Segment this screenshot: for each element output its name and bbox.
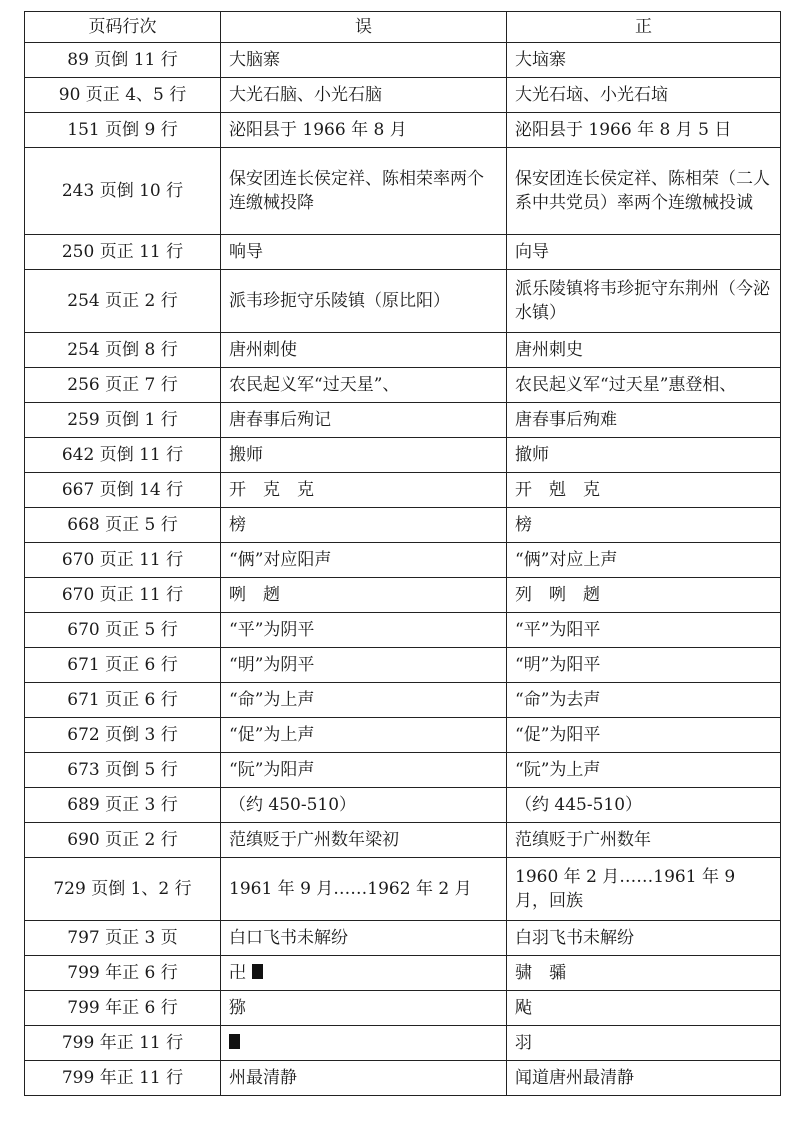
- cell-right: “命”为去声: [507, 683, 781, 718]
- table-row: [25, 368, 781, 403]
- cell-location: 670 页正 11 行: [25, 578, 221, 613]
- table-row: [25, 473, 781, 508]
- table-row: [25, 956, 781, 991]
- cell-right: 开 剋 克: [507, 473, 781, 508]
- table-row: [25, 648, 781, 683]
- cell-right: 保安团连长侯定祥、陈相荣（二人系中共党员）率两个连缴械投诚: [507, 148, 781, 235]
- cell-location: 668 页正 5 行: [25, 508, 221, 543]
- cell-right: “平”为阳平: [507, 613, 781, 648]
- table-row: [25, 788, 781, 823]
- table-row: [25, 991, 781, 1026]
- cell-location: 151 页倒 9 行: [25, 113, 221, 148]
- cell-location: 672 页倒 3 行: [25, 718, 221, 753]
- cell-wrong: 唐州刺使: [221, 333, 507, 368]
- cell-location: 670 页正 11 行: [25, 543, 221, 578]
- header-right: 正: [507, 12, 781, 43]
- cell-location: 799 年正 6 行: [25, 956, 221, 991]
- cell-wrong: 白口飞书未解纷: [221, 921, 507, 956]
- table-row: [25, 613, 781, 648]
- header-location: 页码行次: [25, 12, 221, 43]
- cell-location: 673 页倒 5 行: [25, 753, 221, 788]
- cell-wrong: [221, 1026, 507, 1061]
- table-row: [25, 78, 781, 113]
- cell-wrong: “明”为阴平: [221, 648, 507, 683]
- cell-right: 泌阳县于 1966 年 8 月 5 日: [507, 113, 781, 148]
- cell-location: 799 年正 11 行: [25, 1061, 221, 1096]
- table-row: [25, 718, 781, 753]
- cell-wrong: 猕: [221, 991, 507, 1026]
- cell-right: 榜: [507, 508, 781, 543]
- cell-location: 243 页倒 10 行: [25, 148, 221, 235]
- cell-right: “俩”对应上声: [507, 543, 781, 578]
- cell-wrong: 范缜贬于广州数年梁初: [221, 823, 507, 858]
- table-row: [25, 438, 781, 473]
- table-row: [25, 43, 781, 78]
- cell-wrong: 咧 趔: [221, 578, 507, 613]
- table-row: [25, 823, 781, 858]
- cell-right: 唐州刺史: [507, 333, 781, 368]
- cell-wrong: 响导: [221, 235, 507, 270]
- cell-wrong: 农民起义军“过天星”、: [221, 368, 507, 403]
- cell-right: 派乐陵镇将韦珍扼守东荆州（今泌水镇）: [507, 270, 781, 333]
- cell-wrong: 保安团连长侯定祥、陈相荣率两个连缴械投降: [221, 148, 507, 235]
- cell-right: 闻道唐州最清静: [507, 1061, 781, 1096]
- cell-location: 670 页正 5 行: [25, 613, 221, 648]
- cell-wrong: 派韦珍扼守乐陵镇（原比阳）: [221, 270, 507, 333]
- table-row: [25, 148, 781, 235]
- cell-location: 671 页正 6 行: [25, 648, 221, 683]
- table-row: [25, 403, 781, 438]
- cell-location: 250 页正 11 行: [25, 235, 221, 270]
- header-row: [25, 12, 781, 43]
- cell-location: 259 页倒 1 行: [25, 403, 221, 438]
- cell-location: 254 页倒 8 行: [25, 333, 221, 368]
- cell-location: 671 页正 6 行: [25, 683, 221, 718]
- cell-wrong: 泌阳县于 1966 年 8 月: [221, 113, 507, 148]
- table-row: [25, 235, 781, 270]
- cell-wrong: 大光石脑、小光石脑: [221, 78, 507, 113]
- cell-right: （约 445-510）: [507, 788, 781, 823]
- cell-wrong: 1961 年 9 月……1962 年 2 月: [221, 858, 507, 921]
- cell-wrong: “平”为阴平: [221, 613, 507, 648]
- table-row: [25, 113, 781, 148]
- table-row: [25, 858, 781, 921]
- table-row: [25, 270, 781, 333]
- cell-location: 729 页倒 1、2 行: [25, 858, 221, 921]
- cell-wrong: 搬师: [221, 438, 507, 473]
- cell-location: 799 年正 6 行: [25, 991, 221, 1026]
- table-row: [25, 1026, 781, 1061]
- table-row: [25, 683, 781, 718]
- cell-right: 羽: [507, 1026, 781, 1061]
- cell-location: 690 页正 2 行: [25, 823, 221, 858]
- cell-location: 642 页倒 11 行: [25, 438, 221, 473]
- header-wrong: 误: [221, 12, 507, 43]
- cell-location: 667 页倒 14 行: [25, 473, 221, 508]
- cell-location: 89 页倒 11 行: [25, 43, 221, 78]
- cell-wrong: 开 克 克: [221, 473, 507, 508]
- cell-right: 农民起义军“过天星”惠登相、: [507, 368, 781, 403]
- cell-location: 254 页正 2 行: [25, 270, 221, 333]
- cell-location: 256 页正 7 行: [25, 368, 221, 403]
- cell-wrong: “阮”为阳声: [221, 753, 507, 788]
- cell-wrong: “命”为上声: [221, 683, 507, 718]
- cell-right: 骕 骦: [507, 956, 781, 991]
- cell-right: 大垴寨: [507, 43, 781, 78]
- cell-wrong: 唐春事后殉记: [221, 403, 507, 438]
- table-row: [25, 333, 781, 368]
- table-row: [25, 1061, 781, 1096]
- cell-wrong-text: 卍: [229, 963, 246, 983]
- cell-right: 大光石垴、小光石垴: [507, 78, 781, 113]
- cell-right: 唐春事后殉难: [507, 403, 781, 438]
- errata-table: [24, 11, 781, 1096]
- cell-wrong: “俩”对应阳声: [221, 543, 507, 578]
- illegible-glyph-block: [229, 1034, 240, 1049]
- cell-right: 飐: [507, 991, 781, 1026]
- cell-wrong: （约 450-510）: [221, 788, 507, 823]
- cell-location: 689 页正 3 行: [25, 788, 221, 823]
- table-row: [25, 508, 781, 543]
- cell-right: 1960 年 2 月……1961 年 9 月，回族: [507, 858, 781, 921]
- cell-wrong: “促”为上声: [221, 718, 507, 753]
- cell-wrong: [221, 956, 507, 991]
- cell-right: “阮”为上声: [507, 753, 781, 788]
- cell-right: 向导: [507, 235, 781, 270]
- table-row: [25, 753, 781, 788]
- cell-wrong: 大脑寨: [221, 43, 507, 78]
- cell-right: “促”为阳平: [507, 718, 781, 753]
- table-row: [25, 578, 781, 613]
- cell-location: 797 页正 3 页: [25, 921, 221, 956]
- cell-right: 列 咧 趔: [507, 578, 781, 613]
- cell-right: 白羽飞书未解纷: [507, 921, 781, 956]
- cell-right: “明”为阳平: [507, 648, 781, 683]
- table-row: [25, 543, 781, 578]
- cell-location: 90 页正 4、5 行: [25, 78, 221, 113]
- cell-right: 范缜贬于广州数年: [507, 823, 781, 858]
- cell-right: 撤师: [507, 438, 781, 473]
- cell-wrong: 州最清静: [221, 1061, 507, 1096]
- illegible-glyph-block: [252, 964, 263, 979]
- cell-location: 799 年正 11 行: [25, 1026, 221, 1061]
- table-row: [25, 921, 781, 956]
- cell-wrong: 榜: [221, 508, 507, 543]
